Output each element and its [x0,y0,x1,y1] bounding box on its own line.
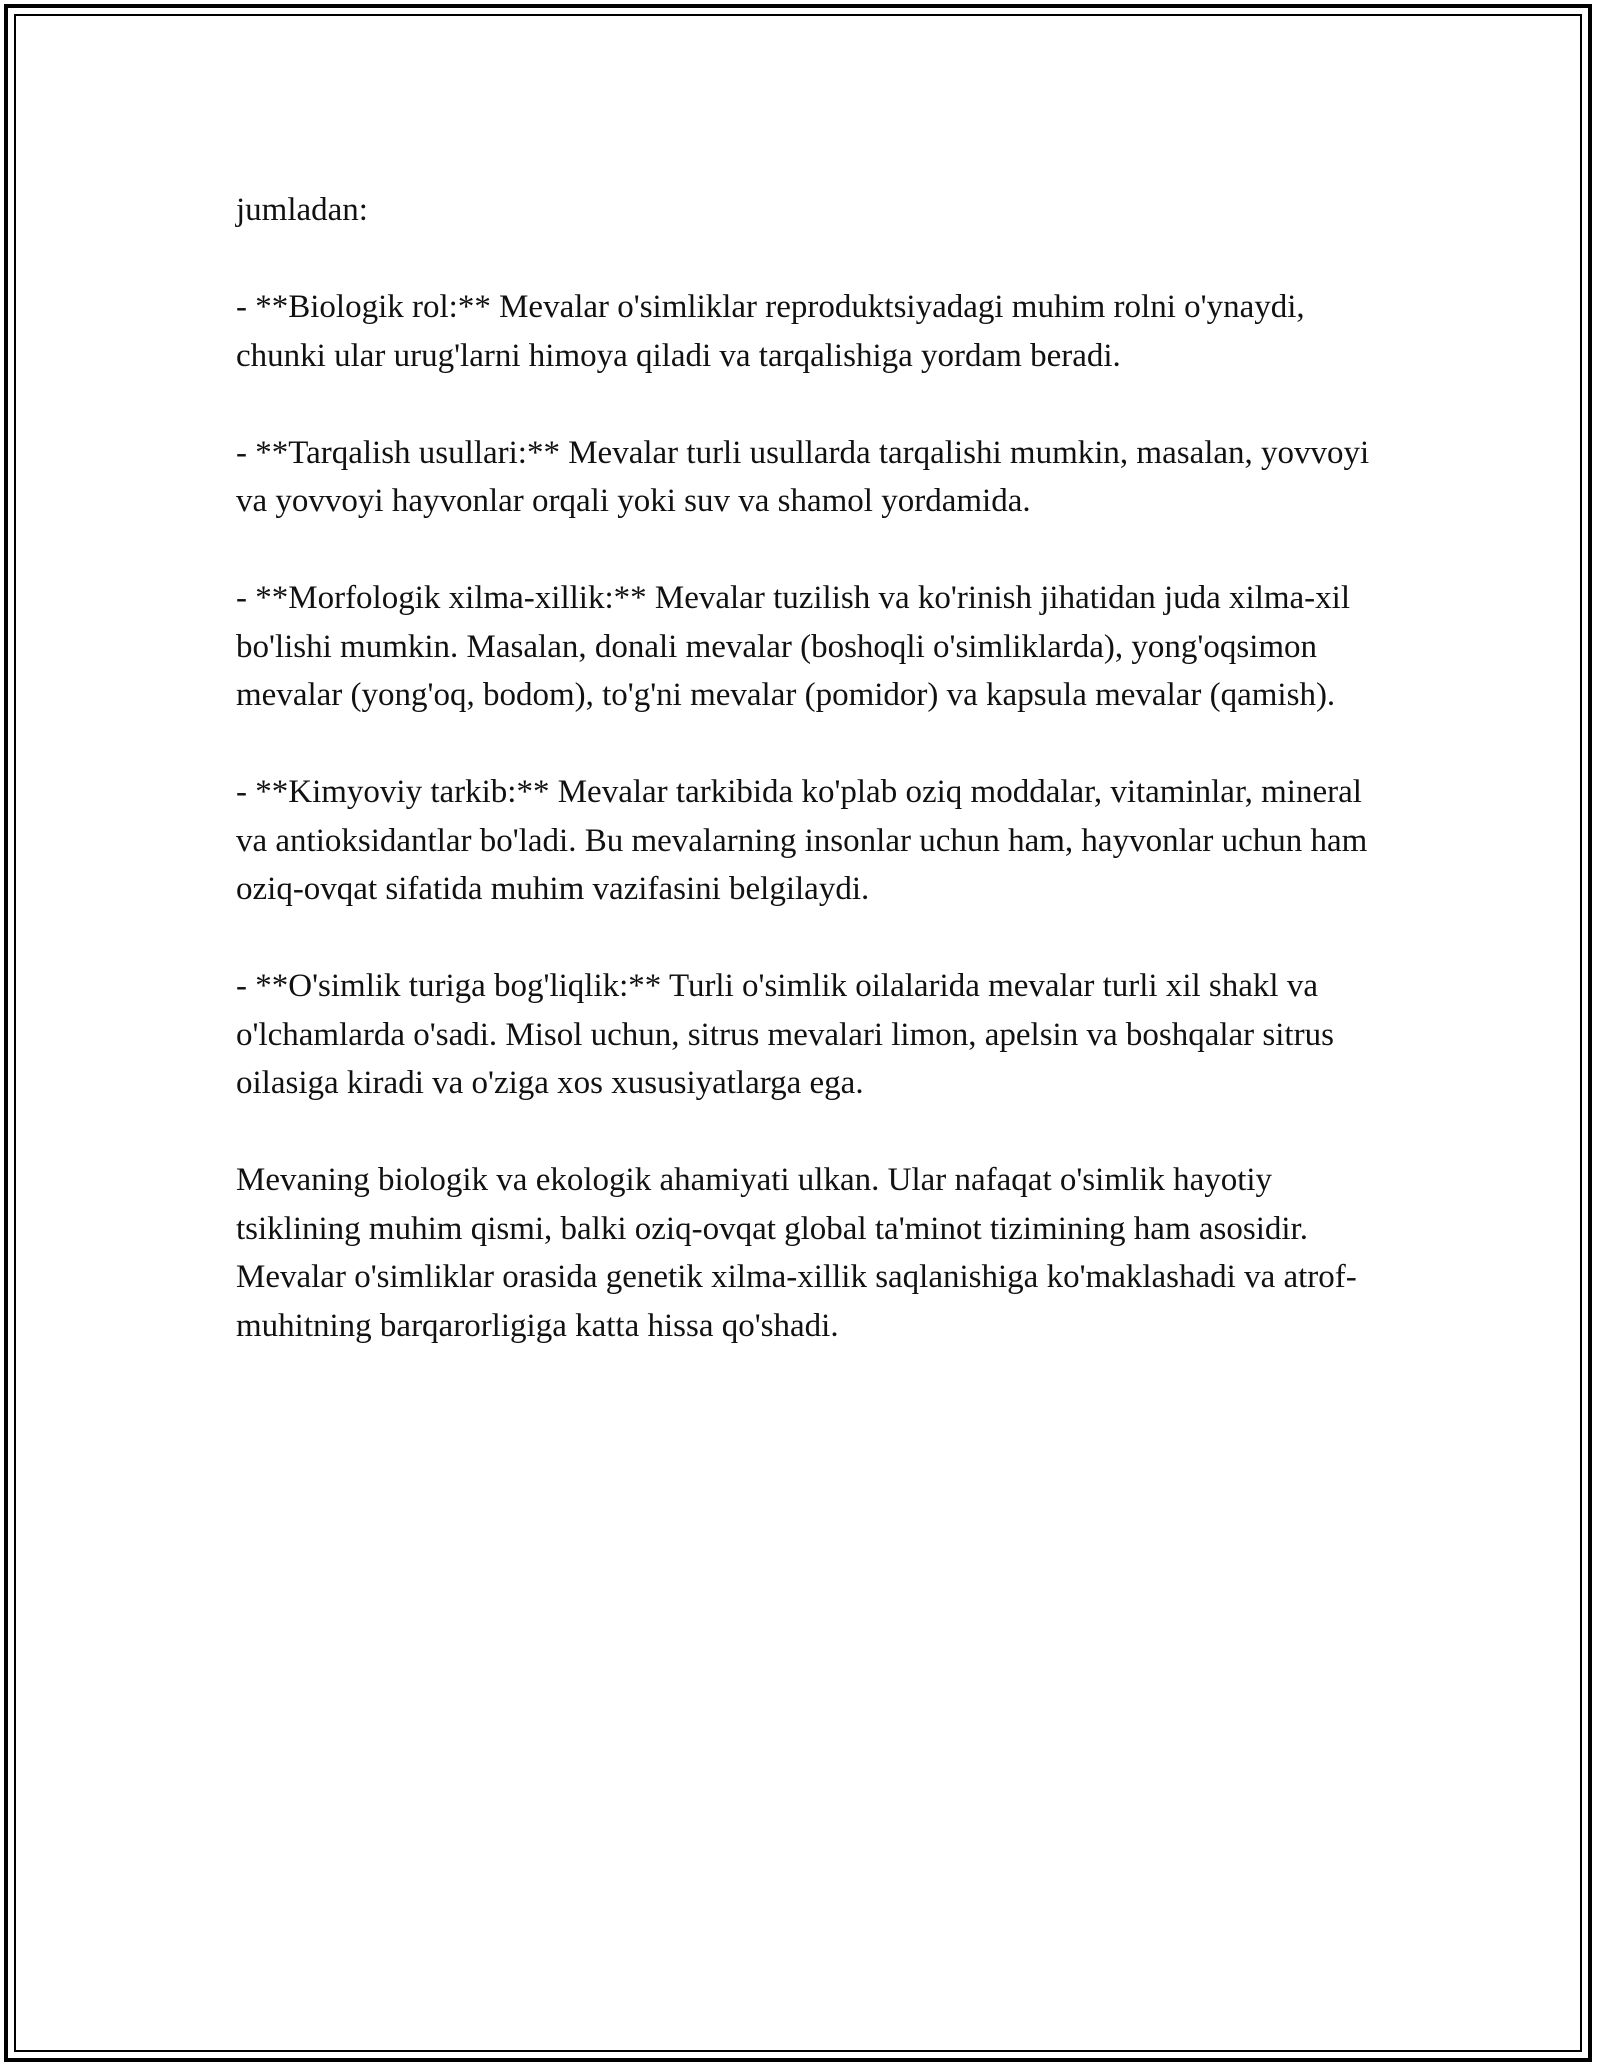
document-body [236,186,1386,1399]
bullet-tarqalish-usullari: - **Tarqalish usullari:** Mevalar turli usullarda tarqalishi mumkin, masalan, yovvoyi va yovvoyi hayvonlar orqali yoki suv va shamol yordamida. [236,434,1370,519]
conclusion-paragraph: Mevaning biologik va ekologik ahamiyati ulkan. Ular nafaqat o'simlik hayotiy tsiklining muhim qismi, balki oziq-ovqat global ta'minot tizimining ham asosidir. Mevalar o'simliklar orasida genetik xilma-xillik saqlanishiga ko'maklashadi va atrof-muhitning barqarorligiga katta hissa qo'shadi. [236,1162,1357,1344]
bullet-osimlik-turiga-bogliqlik: - **O'simlik turiga bog'liqlik:** Turli o'simlik oilalarida mevalar turli xil shakl va o'lchamlarda o'sadi. Misol uchun, sitrus mevalari limon, apelsin va boshqalar sitrus oilasiga kiradi va o'ziga xos xususiyatlarga ega. [236,968,1334,1101]
bullet-biologik-rol: - **Biologik rol:** Mevalar o'simliklar reproduktsiyadagi muhim rolni o'ynaydi, chunki ular urug'larni himoya qiladi va tarqalishiga yordam beradi. [236,289,1305,374]
bullet-morfologik-xilma-xillik: - **Morfologik xilma-xillik:** Mevalar tuzilish va ko'rinish jihatidan juda xilma-xil bo'lishi mumkin. Masalan, donali mevalar (boshoqli o'simliklarda), yong'oqsimon mevalar (yong'oq, bodom), to'g'ni mevalar (pomidor) va kapsula mevalar (qamish). [236,580,1351,713]
intro-text: jumladan: [236,192,368,228]
bullet-kimyoviy-tarkib: - **Kimyoviy tarkib:** Mevalar tarkibida ko'plab oziq moddalar, vitaminlar, mineral va antioksidantlar bo'ladi. Bu mevalarning insonlar uchun ham, hayvonlar uchun ham oziq-ovqat sifatida muhim vazifasini belgilaydi. [236,774,1368,907]
